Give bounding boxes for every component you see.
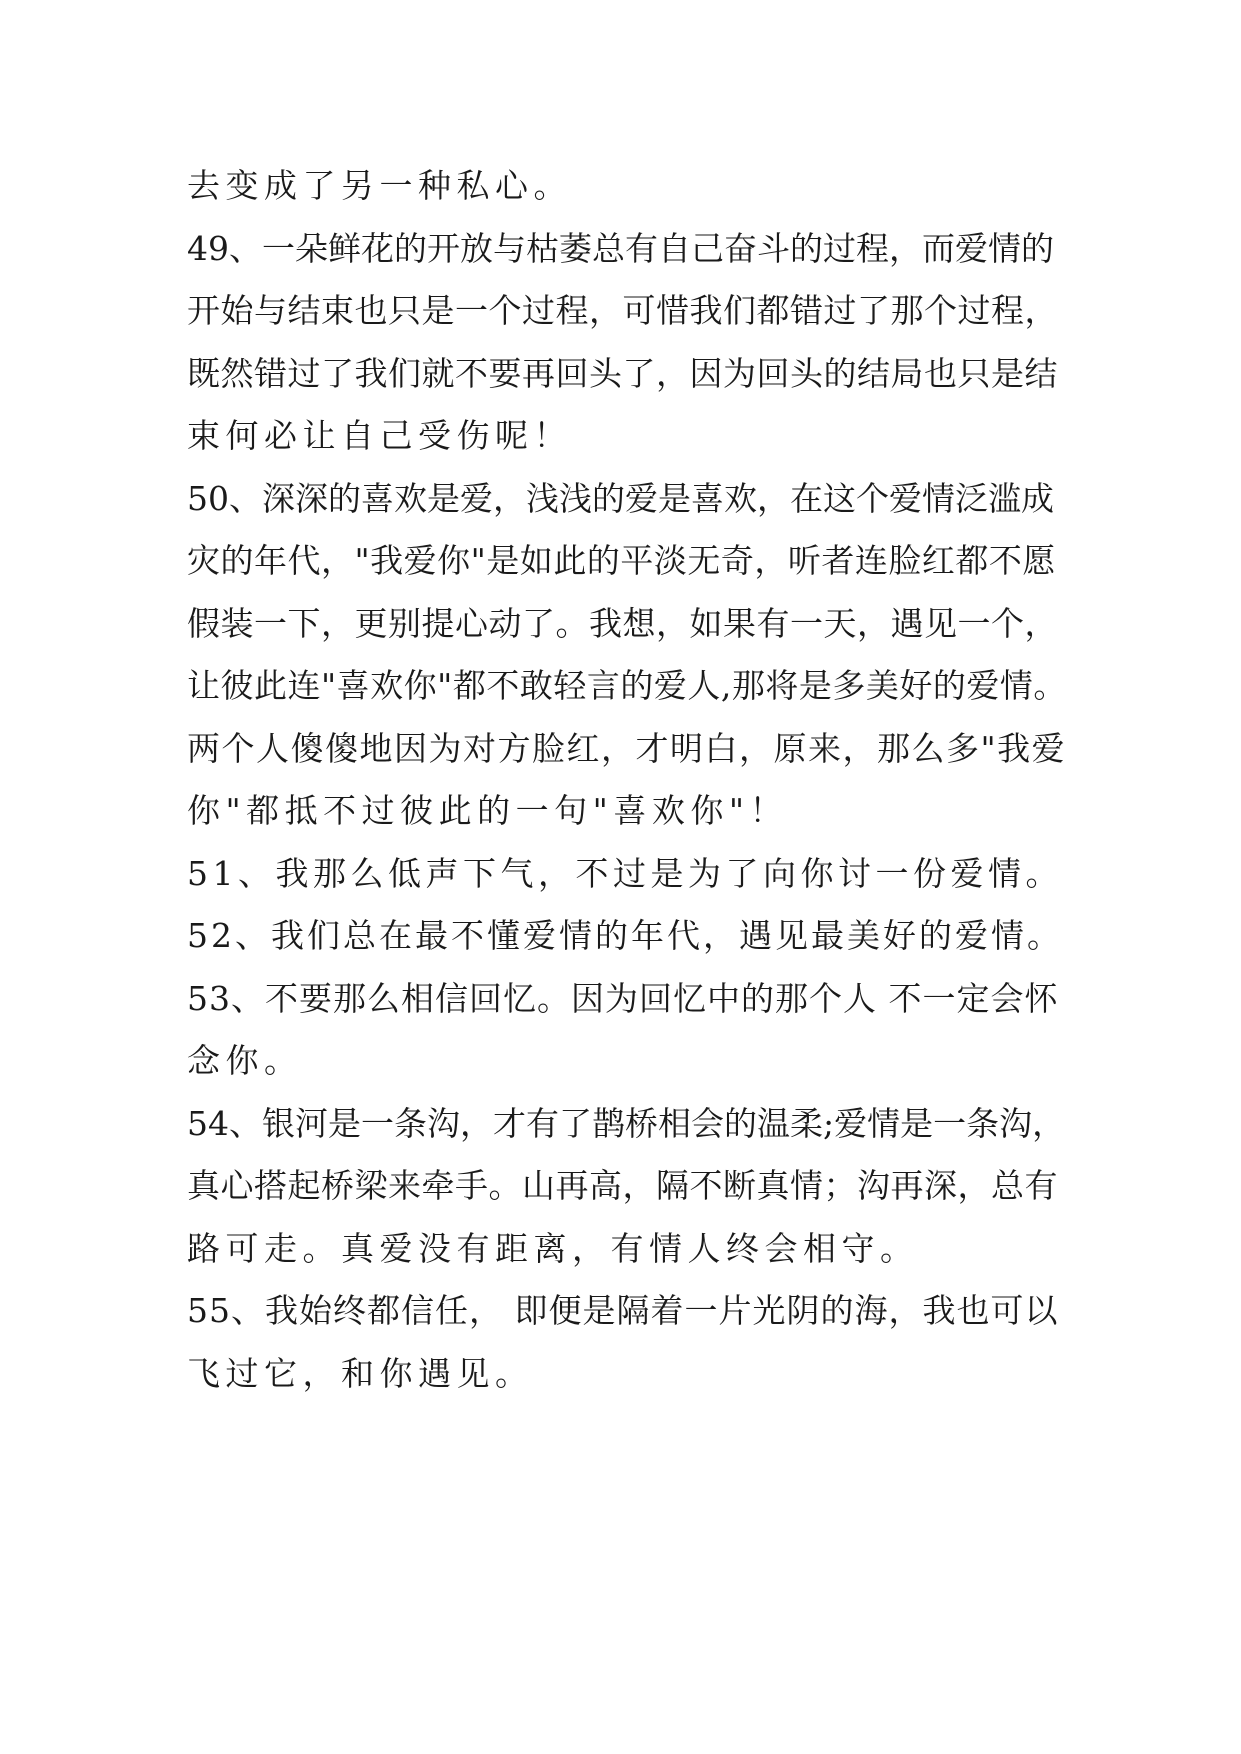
text-line: 开始与结束也只是一个过程，可惜我们都错过了那个过程， <box>187 291 1058 330</box>
text-line: 50、深深的喜欢是爱，浅浅的爱是喜欢，在这个爱情泛滥成 <box>187 478 1054 518</box>
text-line: 51、我那么低声下气，不过是为了向你讨一份爱情。 <box>187 853 1063 893</box>
text-line: 真心搭起桥梁来牵手。山再高，隔不断真情；沟再深，总有 <box>187 1166 1058 1205</box>
text-line: 飞过它，和你遇见。 <box>187 1353 534 1393</box>
document-body <box>187 155 1067 1405</box>
text-line: 路可走。真爱没有距离，有情人终会相守。 <box>187 1228 919 1268</box>
text-line: 52、我们总在最不懂爱情的年代，遇见最美好的爱情。 <box>187 916 1063 955</box>
text-line: 灾的年代，"我爱你"是如此的平淡无奇，听者连脸红都不愿 <box>187 541 1056 580</box>
text-line: 假装一下，更别提心动了。我想，如果有一天，遇见一个， <box>187 603 1058 643</box>
text-line: 去变成了另一种私心。 <box>187 166 572 205</box>
text-line: 既然错过了我们就不要再回头了，因为回头的结局也只是结 <box>187 353 1058 393</box>
text-line: 让彼此连"喜欢你"都不敢轻言的爱人,那将是多美好的爱情。 <box>187 666 1067 705</box>
text-line: 两个人傻傻地因为对方脸红，才明白，原来，那么多"我爱 <box>187 728 1067 768</box>
text-line: 念你。 <box>187 1041 303 1080</box>
text-line: 54、银河是一条沟，才有了鹊桥相会的温柔;爱情是一条沟， <box>187 1103 1066 1143</box>
text-line: 53、不要那么相信回忆。因为回忆中的那个人 不一定会怀 <box>187 978 1059 1018</box>
text-line: 55、我始终都信任， 即便是隔着一片光阴的海，我也可以 <box>187 1291 1059 1330</box>
text-line: 49、一朵鲜花的开放与枯萎总有自己奋斗的过程，而爱情的 <box>187 228 1054 268</box>
text-line: 你"都抵不过彼此的一句"喜欢你"！ <box>187 791 789 830</box>
text-line: 束何必让自己受伤呢！ <box>187 416 572 455</box>
